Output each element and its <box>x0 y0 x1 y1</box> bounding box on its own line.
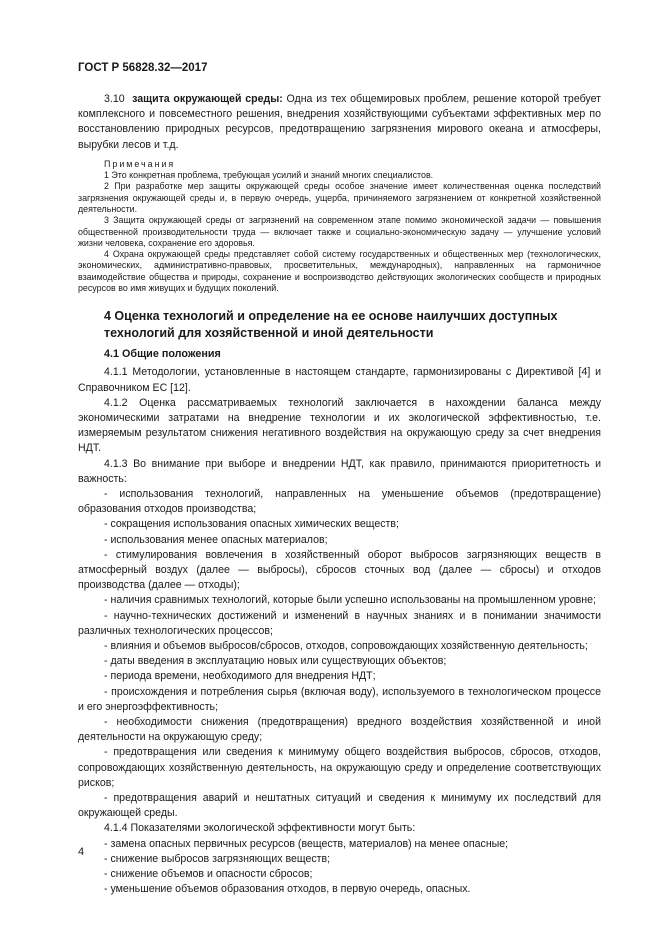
term-3-10 <box>78 92 601 153</box>
list-item: - снижение выбросов загрязняющих веществ; <box>104 852 331 865</box>
note-item: 4 Охрана окружающей среды представляет собой систему государственных и общественных мер (технологических, экономических, административно-правовых, просветительных, международных), направленных на гармоничное взаимодействие общества и природы, сохранение и воспроизводство действующих экологических сообществ и природных ресурсов во имя живущих и будущих поколений. <box>78 249 601 294</box>
list-item: - даты введения в эксплуатацию новых или существующих объектов; <box>104 655 447 668</box>
list-item: - использования технологий, направленных на уменьшение объемов (предотвращение) образования отходов производства; <box>78 488 601 516</box>
notes-title: Примечания <box>104 158 176 169</box>
subsection-4-1-heading: 4.1 Общие положения <box>104 348 221 361</box>
notes-block <box>78 159 601 295</box>
list-item: - замена опасных первичных ресурсов (веществ, материалов) на менее опасные; <box>104 837 509 850</box>
list-item: - стимулирования вовлечения в хозяйственный оборот выбросов загрязняющих веществ в атмосферный воздух (далее — выбросы), сбросов сточных вод (далее — сбросы) и отходов производства (далее — отходы); <box>78 548 601 592</box>
paragraph-4-1-4: 4.1.4 Показателями экологической эффективности могут быть: <box>104 822 416 835</box>
paragraph-4-1-3: 4.1.3 Во внимание при выборе и внедрении НДТ, как правило, принимаются приоритетность и важность: <box>78 457 601 485</box>
list-item: - необходимости снижения (предотвращения) вредного воздействия хозяйственной и иной деятельности на окружающую среду; <box>78 716 601 744</box>
list-item: - предотвращения аварий и нештатных ситуаций и сведения к минимуму их последствий для окружающей среды. <box>78 792 601 820</box>
paragraph-4-1-2: 4.1.2 Оценка рассматриваемых технологий заключается в нахождении баланса между экономическими затратами на внедрение технологии и их экологической эффективностью, т.е. измеряемым результатом снижения негативного воздействия на окружающую среду за счет внедрения НДТ. <box>78 396 601 455</box>
page-number: 4 <box>78 846 85 858</box>
note-item: 3 Защита окружающей среды от загрязнений на современном этапе помимо экономической задачи — повышения общественной производительности труда — включает также и социально-экономическую задачу — улучшение условий жизни человека, сохранение его здоровья. <box>78 215 601 248</box>
section-4-heading: 4 Оценка технологий и определение на ее основе наилучших доступных технологий для хозяйственной и иной деятельности <box>104 309 558 341</box>
list-item: - влияния и объемов выбросов/сбросов, отходов, сопровождающих хозяйственную деятельность; <box>104 640 588 653</box>
note-item: 2 При разработке мер защиты окружающей среды особое значение имеет количественная оценка последствий загрязнения окружающей среды и, в первую очередь, ущерба, причиняемого загрязнением от конкретной хозяйственной деятельности. <box>78 181 601 214</box>
list-item: - происхождения и потребления сырья (включая воду), используемого в технологическом процессе и его энергоэффективность; <box>78 685 601 713</box>
list-item: - наличия сравнимых технологий, которые были успешно использованы на промышленном уровне; <box>104 594 596 607</box>
list-item: - периода времени, необходимого для внедрения НДТ; <box>104 670 376 683</box>
term-number: 3.10 <box>104 93 125 105</box>
document-header: ГОСТ Р 56828.32—2017 <box>78 62 208 74</box>
list-item: - научно-технических достижений и изменений в научных знаниях и в понимании значимости различных технологических процессов; <box>78 609 601 637</box>
list-item: - сокращения использования опасных химических веществ; <box>104 518 399 531</box>
document-body <box>78 92 601 897</box>
note-item: 1 Это конкретная проблема, требующая усилий и знаний многих специалистов. <box>104 170 434 181</box>
list-item: - использования менее опасных материалов; <box>104 533 328 546</box>
list-item: - снижение объемов и опасности сбросов; <box>104 868 313 881</box>
paragraph-4-1-1: 4.1.1 Методологии, установленные в настоящем стандарте, гармонизированы с Директивой [4] и Справочником ЕС [12]. <box>78 366 601 394</box>
term-definition: Одна из тех общемировых проблем, решение которой требует комплексного и повсеместного решения, внедрения хозяйствующими субъектами эффективных мер по восстановлению природных ресурсов, предотвращению загрязнения мирового океана и атмосферы, вырубки лесов и т.д. <box>78 93 601 151</box>
term-name: защита окружающей среды: <box>132 93 283 105</box>
list-item: - предотвращения или сведения к минимуму общего воздействия выбросов, сбросов, отходов, сопровождающих хозяйственную деятельность, на окружающую среду и определение соответствующих рисков; <box>78 746 601 789</box>
list-item: - уменьшение объемов образования отходов, в первую очередь, опасных. <box>104 883 471 896</box>
